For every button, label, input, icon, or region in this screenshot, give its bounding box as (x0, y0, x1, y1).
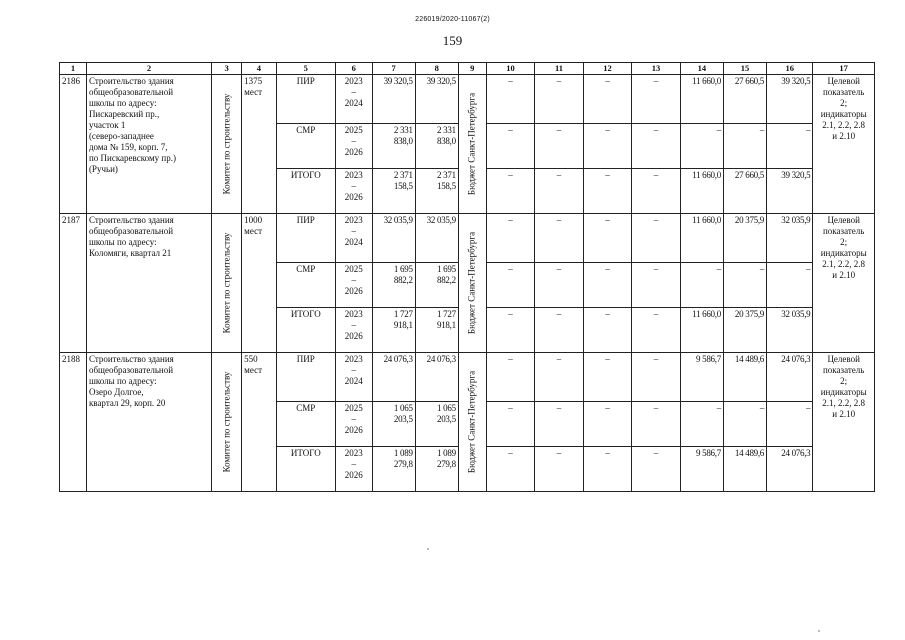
period-cell (335, 214, 372, 263)
indicator-line: и 2.10 (832, 131, 856, 141)
project-description (86, 75, 211, 214)
customer-cell (211, 75, 241, 214)
column-header: 1 (60, 63, 87, 75)
column-header: 11 (535, 63, 584, 75)
amount-plan: 1 065 203,5 (415, 402, 458, 447)
indicator-line: индикаторы (820, 109, 867, 119)
period-cell (335, 308, 372, 353)
period-line: 2026 (344, 425, 363, 435)
indicator-line: и 2.10 (832, 409, 856, 419)
empty-year-cell: – (535, 353, 584, 402)
description-line: участок 1 (88, 120, 126, 130)
description-line: Строительство здания (88, 76, 174, 86)
period-cell (335, 353, 372, 402)
work-type: СМР (276, 124, 335, 169)
empty-year-cell: – (535, 124, 584, 169)
year-amount: 20 375,9 (723, 214, 766, 263)
empty-year-cell: – (583, 308, 632, 353)
column-header: 16 (767, 63, 813, 75)
capacity-cell (242, 75, 276, 214)
indicator-line: 2; (840, 98, 848, 108)
capacity-line: мест (244, 226, 262, 236)
period-line: 2025 (344, 403, 363, 413)
empty-year-cell: – (632, 124, 681, 169)
capacity-line: мест (244, 365, 262, 375)
period-cell (335, 124, 372, 169)
year-amount: 32 035,9 (767, 308, 813, 353)
empty-year-cell: – (486, 308, 535, 353)
amount-total: 2 331 838,0 (372, 124, 415, 169)
empty-year-cell: – (632, 447, 681, 492)
customer-label: Комитет по строительству (221, 371, 232, 473)
year-amount: 11 660,0 (680, 308, 723, 353)
period-line: 2026 (344, 192, 363, 202)
description-line: школы по адресу: (88, 237, 157, 247)
period-line: 2026 (344, 286, 363, 296)
year-amount: 27 660,5 (723, 169, 766, 214)
year-amount: – (680, 402, 723, 447)
work-type: СМР (276, 402, 335, 447)
empty-year-cell: – (632, 169, 681, 214)
customer-cell (211, 214, 241, 353)
column-header: 12 (583, 63, 632, 75)
project-number: 2187 (60, 214, 87, 353)
customer-cell (211, 353, 241, 492)
indicator-line: индикаторы (820, 387, 867, 397)
empty-year-cell: – (632, 308, 681, 353)
period-line: 2026 (344, 470, 363, 480)
indicator-line: индикаторы (820, 248, 867, 258)
period-line: 2026 (344, 147, 363, 157)
capacity-line: мест (244, 87, 262, 97)
period-line: 2023 (344, 448, 363, 458)
column-header: 5 (276, 63, 335, 75)
year-amount: – (767, 263, 813, 308)
empty-year-cell: – (583, 263, 632, 308)
description-line: Пискаревский пр., (88, 109, 160, 119)
capacity-cell (242, 353, 276, 492)
period-line: 2023 (344, 309, 363, 319)
indicator-line: 2.1, 2.2, 2.8 (822, 398, 866, 408)
period-line: – (351, 275, 356, 285)
column-header: 2 (86, 63, 211, 75)
period-line: – (351, 459, 356, 469)
indicator-line: показатель (822, 365, 865, 375)
year-amount: 32 035,9 (767, 214, 813, 263)
empty-year-cell: – (632, 263, 681, 308)
customer-label: Комитет по строительству (221, 93, 232, 195)
period-cell (335, 75, 372, 124)
empty-year-cell: – (583, 402, 632, 447)
column-header: 6 (335, 63, 372, 75)
work-type: ИТОГО (276, 308, 335, 353)
column-header: 10 (486, 63, 535, 75)
description-line: общеобразовательной (88, 226, 174, 236)
work-type: ИТОГО (276, 169, 335, 214)
description-line: общеобразовательной (88, 365, 174, 375)
indicator-line: Целевой (827, 215, 860, 225)
page-number: 159 (442, 33, 463, 48)
capacity-line: 1375 (244, 76, 263, 86)
empty-year-cell: – (486, 402, 535, 447)
description-line: Строительство здания (88, 215, 174, 225)
period-cell (335, 402, 372, 447)
amount-plan: 1 727 918,1 (415, 308, 458, 353)
indicator-line: 2.1, 2.2, 2.8 (822, 259, 866, 269)
year-amount: – (723, 402, 766, 447)
year-amount: – (767, 402, 813, 447)
year-amount: – (767, 124, 813, 169)
column-header: 7 (372, 63, 415, 75)
period-cell (335, 263, 372, 308)
empty-year-cell: – (583, 447, 632, 492)
empty-year-cell: – (486, 124, 535, 169)
description-line: школы по адресу: (88, 376, 157, 386)
year-amount: – (723, 263, 766, 308)
project-description (86, 353, 211, 492)
empty-year-cell: – (535, 169, 584, 214)
empty-year-cell: – (583, 353, 632, 402)
year-amount: 27 660,5 (723, 75, 766, 124)
project-number: 2188 (60, 353, 87, 492)
indicator-line: и 2.10 (832, 270, 856, 280)
period-line: 2025 (344, 264, 363, 274)
empty-year-cell: – (535, 214, 584, 263)
indicator-line: 2; (840, 237, 848, 247)
amount-total: 24 076,3 (372, 353, 415, 402)
period-line: 2024 (344, 376, 363, 386)
year-amount: 24 076,3 (767, 353, 813, 402)
amount-plan: 32 035,9 (415, 214, 458, 263)
description-line: общеобразовательной (88, 87, 174, 97)
amount-plan: 39 320,5 (415, 75, 458, 124)
period-line: 2023 (344, 215, 363, 225)
period-line: 2025 (344, 125, 363, 135)
period-line: – (351, 414, 356, 424)
project-row (60, 353, 875, 402)
program-table (59, 62, 875, 492)
funding-source (458, 353, 486, 492)
amount-plan: 1 695 882,2 (415, 263, 458, 308)
description-line: (северо-западнее (88, 131, 154, 141)
empty-year-cell: – (486, 169, 535, 214)
amount-plan: 1 089 279,8 (415, 447, 458, 492)
period-cell (335, 447, 372, 492)
period-line: 2024 (344, 237, 363, 247)
year-amount: 24 076,3 (767, 447, 813, 492)
empty-year-cell: – (486, 353, 535, 402)
column-header: 14 (680, 63, 723, 75)
funding-label: Бюджет Санкт-Петербурга (466, 92, 477, 196)
description-line: (Ручьи) (88, 164, 118, 174)
description-line: Коломяги, квартал 21 (88, 248, 172, 258)
period-line: – (351, 87, 356, 97)
description-line: Строительство здания (88, 354, 174, 364)
indicator-cell (813, 353, 875, 492)
column-header: 13 (632, 63, 681, 75)
funding-label: Бюджет Санкт-Петербурга (466, 231, 477, 335)
indicator-line: Целевой (827, 76, 860, 86)
empty-year-cell: – (535, 402, 584, 447)
description-line: школы по адресу: (88, 98, 157, 108)
year-amount: – (680, 263, 723, 308)
project-row (60, 75, 875, 124)
work-type: СМР (276, 263, 335, 308)
empty-year-cell: – (486, 214, 535, 263)
empty-year-cell: – (632, 214, 681, 263)
work-type: ПИР (276, 353, 335, 402)
year-amount: 11 660,0 (680, 75, 723, 124)
indicator-line: показатель (822, 226, 865, 236)
amount-total: 1 089 279,8 (372, 447, 415, 492)
empty-year-cell: – (535, 263, 584, 308)
empty-year-cell: – (583, 169, 632, 214)
amount-total: 32 035,9 (372, 214, 415, 263)
indicator-cell (813, 214, 875, 353)
indicator-line: показатель (822, 87, 865, 97)
empty-year-cell: – (486, 263, 535, 308)
project-row (60, 214, 875, 263)
empty-year-cell: – (535, 447, 584, 492)
description-line: квартал 29, корп. 20 (88, 398, 166, 408)
scan-speck (818, 630, 820, 632)
year-amount: 9 586,7 (680, 353, 723, 402)
column-header: 8 (415, 63, 458, 75)
amount-plan: 2 371 158,5 (415, 169, 458, 214)
indicator-cell (813, 75, 875, 214)
description-line: Озеро Долгое, (88, 387, 144, 397)
empty-year-cell: – (535, 75, 584, 124)
project-description (86, 214, 211, 353)
capacity-line: 1000 (244, 215, 263, 225)
period-line: 2023 (344, 170, 363, 180)
amount-plan: 2 331 838,0 (415, 124, 458, 169)
period-line: 2023 (344, 76, 363, 86)
amount-total: 1 065 203,5 (372, 402, 415, 447)
empty-year-cell: – (632, 75, 681, 124)
description-line: по Пискаревскому пр.) (88, 153, 176, 163)
empty-year-cell: – (583, 214, 632, 263)
empty-year-cell: – (583, 75, 632, 124)
document-number: 226019/2020-11067(2) (415, 16, 490, 23)
period-line: – (351, 365, 356, 375)
indicator-line: Целевой (827, 354, 860, 364)
amount-plan: 24 076,3 (415, 353, 458, 402)
year-amount: 39 320,5 (767, 169, 813, 214)
table-header-row (60, 63, 875, 75)
empty-year-cell: – (632, 402, 681, 447)
amount-total: 1 695 882,2 (372, 263, 415, 308)
year-amount: 9 586,7 (680, 447, 723, 492)
column-header: 4 (242, 63, 276, 75)
year-amount: 14 489,6 (723, 447, 766, 492)
period-line: 2024 (344, 98, 363, 108)
year-amount: 11 660,0 (680, 169, 723, 214)
year-amount: – (723, 124, 766, 169)
period-line: – (351, 136, 356, 146)
period-line: – (351, 320, 356, 330)
capacity-cell (242, 214, 276, 353)
period-line: – (351, 226, 356, 236)
amount-total: 2 371 158,5 (372, 169, 415, 214)
year-amount: 20 375,9 (723, 308, 766, 353)
amount-total: 39 320,5 (372, 75, 415, 124)
period-line: – (351, 181, 356, 191)
project-number: 2186 (60, 75, 87, 214)
period-cell (335, 169, 372, 214)
funding-label: Бюджет Санкт-Петербурга (466, 370, 477, 474)
column-header: 15 (723, 63, 766, 75)
work-type: ПИР (276, 214, 335, 263)
capacity-line: 550 (244, 354, 258, 364)
empty-year-cell: – (535, 308, 584, 353)
year-amount: 14 489,6 (723, 353, 766, 402)
empty-year-cell: – (583, 124, 632, 169)
year-amount: 11 660,0 (680, 214, 723, 263)
year-amount: – (680, 124, 723, 169)
column-header: 17 (813, 63, 875, 75)
column-header: 3 (211, 63, 241, 75)
work-type: ИТОГО (276, 447, 335, 492)
column-header: 9 (458, 63, 486, 75)
work-type: ПИР (276, 75, 335, 124)
empty-year-cell: – (632, 353, 681, 402)
empty-year-cell: – (486, 447, 535, 492)
indicator-line: 2; (840, 376, 848, 386)
indicator-line: 2.1, 2.2, 2.8 (822, 120, 866, 130)
empty-year-cell: – (486, 75, 535, 124)
scan-speck (427, 548, 429, 550)
amount-total: 1 727 918,1 (372, 308, 415, 353)
period-line: 2026 (344, 331, 363, 341)
funding-source (458, 214, 486, 353)
funding-source (458, 75, 486, 214)
customer-label: Комитет по строительству (221, 232, 232, 334)
period-line: 2023 (344, 354, 363, 364)
year-amount: 39 320,5 (767, 75, 813, 124)
description-line: дома № 159, корп. 7, (88, 142, 168, 152)
